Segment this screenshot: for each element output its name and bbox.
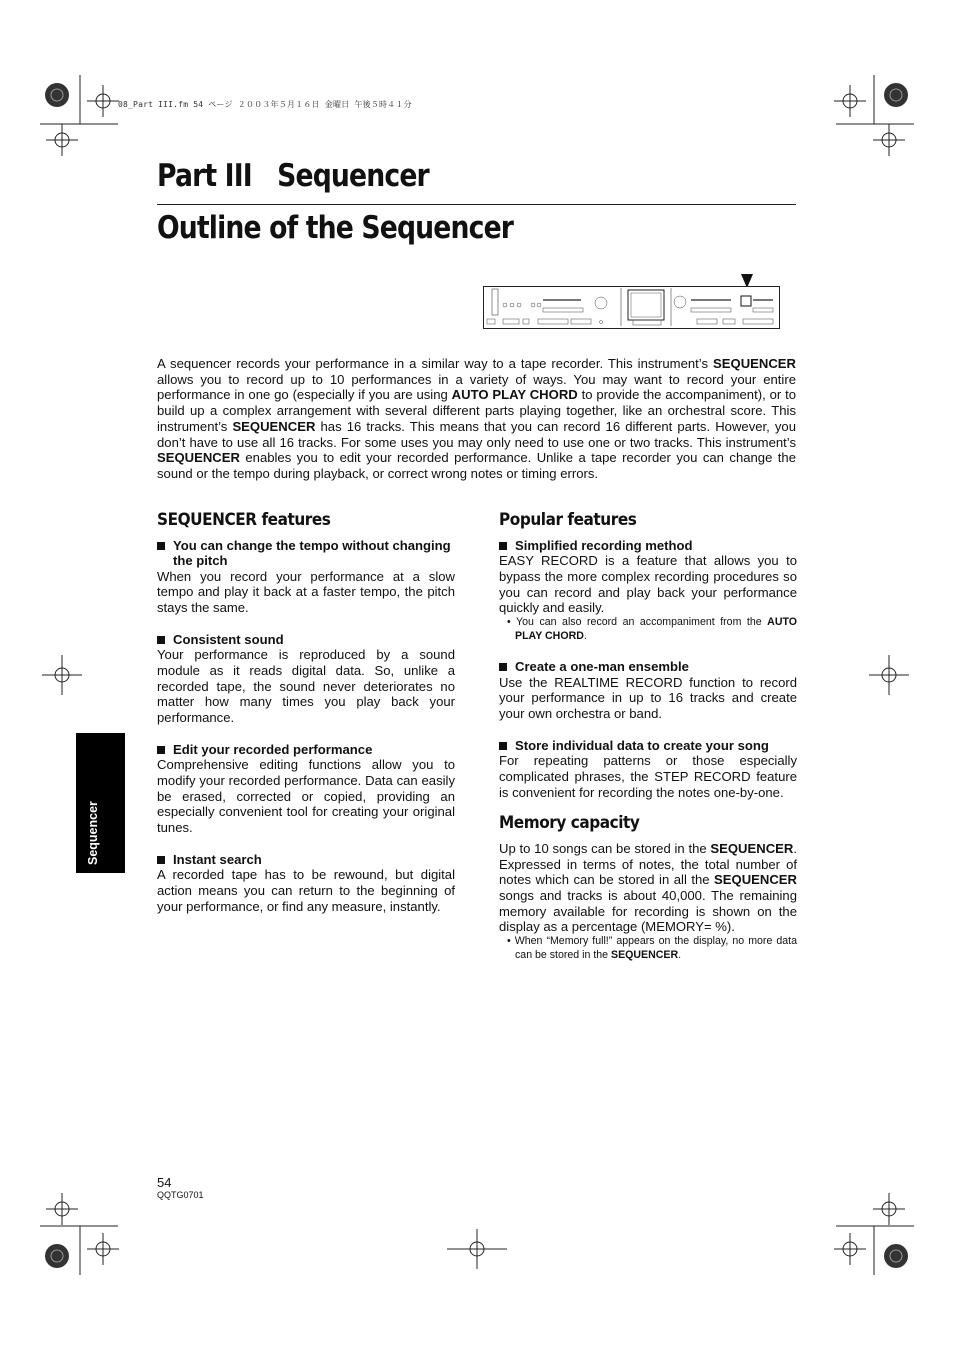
popular-features-column	[499, 510, 797, 962]
bullet-square-icon	[499, 542, 507, 550]
bullet-square-icon	[157, 636, 165, 644]
part-title: Part III Sequencer	[157, 158, 429, 194]
popular-feature-item	[499, 538, 797, 643]
intro-paragraph: A sequencer records your performance in a similar way to a tape recorder. This instrument’s SEQUENCER allows you to record up to 10 performances in a variety of ways. You may want to record your entire performance in one go (especially if you are using AUTO PLAY CHORD to provide the accompaniment), or to build up a complex arrangement with several different parts playing together, like an orchestral score. This instrument’s SEQUENCER has 16 tracks. This means that you can record 16 different parts. However, you don’t have to use all 16 tracks. For some uses you may only need to use one or two tracks. This instrument’s SEQUENCER enables you to edit your recorded performance. Unlike a tape recorder you can change the sound or the tempo during playback, or correct wrong notes or timing errors.	[157, 356, 797, 481]
file-header: 08_Part III.fm 54 ページ ２００３年５月１６日 金曜日 午後５時４１分	[118, 100, 412, 109]
sequencer-features-heading: SEQUENCER features	[157, 510, 331, 530]
sequencer-feature-item-body: When you record your performance at a slow tempo and play it back at a faster tempo, the pitch stays the same.	[157, 568, 455, 616]
sequencer-feature-item-title: You can change the tempo without changing the pitch	[157, 538, 455, 569]
popular-features-list	[499, 538, 797, 801]
sequencer-feature-item-body: A recorded tape has to be rewound, but digital action means you can return to the beginning of your performance, or find any measure, instantly.	[157, 867, 455, 914]
page-code: QQTG0701	[157, 1190, 204, 1200]
memory-capacity-note: • When “Memory full!” appears on the display, no more data can be stored in the SEQUENCER.	[507, 935, 797, 961]
memory-capacity-heading: Memory capacity	[499, 813, 640, 834]
side-tab	[76, 733, 125, 873]
popular-feature-item-body: For repeating patterns or those especially complicated phrases, the STEP RECORD feature is convenient for recording the notes one-by-one.	[499, 753, 797, 800]
bullet-square-icon	[157, 542, 165, 550]
sequencer-feature-item	[157, 632, 455, 726]
sequencer-feature-item	[157, 852, 455, 915]
popular-feature-item-body: EASY RECORD is a feature that allows you to bypass the more complex recording procedures so you can record and play back your performance quickly and easily.	[499, 553, 797, 616]
sequencer-feature-item	[157, 538, 455, 616]
sequencer-feature-item-title: Consistent sound	[157, 632, 455, 648]
sequencer-feature-item-title: Instant search	[157, 852, 455, 868]
sequencer-feature-item-title: Edit your recorded performance	[157, 742, 455, 758]
instrument-panel-illustration	[483, 286, 780, 329]
popular-feature-item	[499, 738, 797, 801]
popular-feature-item-title: Create a one-man ensemble	[499, 659, 797, 675]
sequencer-features-column	[157, 510, 455, 930]
popular-feature-item-body: Use the REALTIME RECORD function to record your performance in up to 16 tracks and create your own orchestra or band.	[499, 674, 797, 721]
bullet-square-icon	[499, 663, 507, 671]
sequencer-feature-item	[157, 742, 455, 836]
sequencer-features-list	[157, 538, 455, 915]
memory-capacity-body: Up to 10 songs can be stored in the SEQUENCER. Expressed in terms of notes, the total number of notes which can be stored in all the SEQUENCER songs and tracks is about 40,000. The remaining memory available for recording is shown on the display as a percentage (MEMORY= %).	[499, 840, 797, 935]
bullet-square-icon	[499, 742, 507, 750]
title-divider	[157, 204, 796, 205]
bullet-square-icon	[157, 856, 165, 864]
popular-feature-item-title: Simplified recording method	[499, 538, 797, 554]
sequencer-feature-item-body: Your performance is reproduced by a sound module as it reads digital data. So, unlike a recorded tape, the sound never deteriorates no matter how many times you play back your performance.	[157, 647, 455, 726]
popular-feature-item	[499, 659, 797, 722]
popular-feature-item-title: Store individual data to create your song	[499, 738, 797, 754]
section-title: Outline of the Sequencer	[157, 210, 514, 246]
side-tab-label: Sequencer	[86, 801, 100, 865]
page-number: 54	[157, 1175, 172, 1190]
bullet-square-icon	[157, 746, 165, 754]
popular-features-heading: Popular features	[499, 510, 637, 530]
popular-feature-item-note: • You can also record an accompaniment from the AUTO PLAY CHORD.	[507, 616, 797, 642]
sequencer-feature-item-body: Comprehensive editing functions allow you to modify your recorded performance. Data can easily be erased, corrected or copied, providing an especially convenient tool for creating your original tunes.	[157, 757, 455, 836]
